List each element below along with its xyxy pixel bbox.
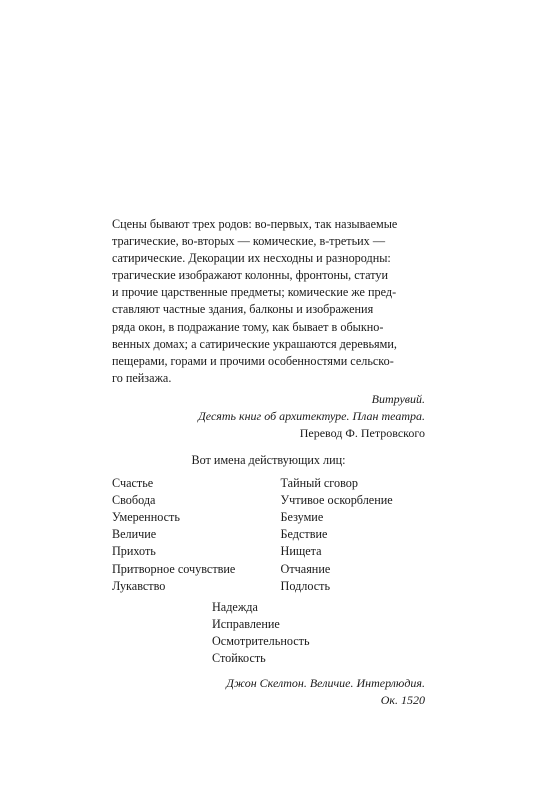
epigraph-attribution: [112, 391, 425, 442]
character-name: Величие: [112, 527, 157, 542]
epigraph-line: и прочие царственные предметы; комические же пред-: [112, 285, 397, 300]
character-name: Учтивое оскорбление: [280, 493, 393, 508]
character-name: Безумие: [280, 510, 324, 525]
epigraph-line: венных домах; а сатирические украшаются деревьями,: [112, 336, 397, 351]
epigraph-line: пещерами, горами и прочими особенностями сельско-: [112, 353, 394, 368]
character-name: Лукавство: [112, 578, 166, 593]
character-name: Притворное сочувствие: [112, 561, 236, 576]
epigraph-line: Сцены бывают трех родов: во-первых, так называемые: [112, 217, 398, 231]
character-name: Отчаяние: [280, 561, 331, 576]
characters-columns: [112, 475, 425, 595]
character-name: Стойкость: [212, 651, 266, 666]
character-name: Исправление: [212, 616, 280, 631]
epigraph-line: трагические, во-вторых — комические, в-третьих —: [112, 234, 386, 249]
epigraph-line: сатирические. Декорации их несходны и разнородны:: [112, 251, 391, 266]
character-name: Бедствие: [280, 527, 328, 542]
attribution-translator: Перевод Ф. Петровского: [299, 425, 425, 440]
character-name: Прихоть: [112, 544, 156, 559]
character-name: Надежда: [212, 599, 258, 614]
characters-left-column: [112, 475, 281, 595]
character-name: Тайный сговор: [280, 476, 358, 491]
characters-section: [112, 452, 425, 709]
attribution-work: Десять книг об архитектуре. План театра.: [198, 408, 425, 423]
source-line-date: Ок. 1520: [380, 693, 425, 708]
character-name: Осмотрительность: [212, 633, 310, 648]
source-line-title: Джон Скелтон. Величие. Интерлюдия.: [226, 676, 425, 691]
character-name: Нищета: [280, 544, 322, 559]
characters-heading: Вот имена действующих лиц:: [191, 453, 346, 467]
attribution-author: Витрувий.: [371, 391, 425, 406]
character-name: Умеренность: [112, 510, 180, 525]
epigraph-line: ставляют частные здания, балконы и изображения: [112, 302, 374, 317]
character-name: Свобода: [112, 493, 156, 508]
epigraph-line: ряда окон, в подражание тому, как бывает в обыкно-: [112, 319, 384, 334]
epigraph-line: го пейзажа.: [112, 370, 172, 385]
character-name: Подлость: [280, 578, 331, 593]
characters-right-column: [281, 475, 425, 595]
epigraph-line: трагические изображают колонны, фронтоны, статуи: [112, 268, 389, 283]
character-name: Счастье: [112, 476, 154, 491]
characters-center-column: [112, 599, 425, 667]
epigraph-vitruvius: [112, 216, 425, 442]
characters-source: [112, 675, 425, 709]
